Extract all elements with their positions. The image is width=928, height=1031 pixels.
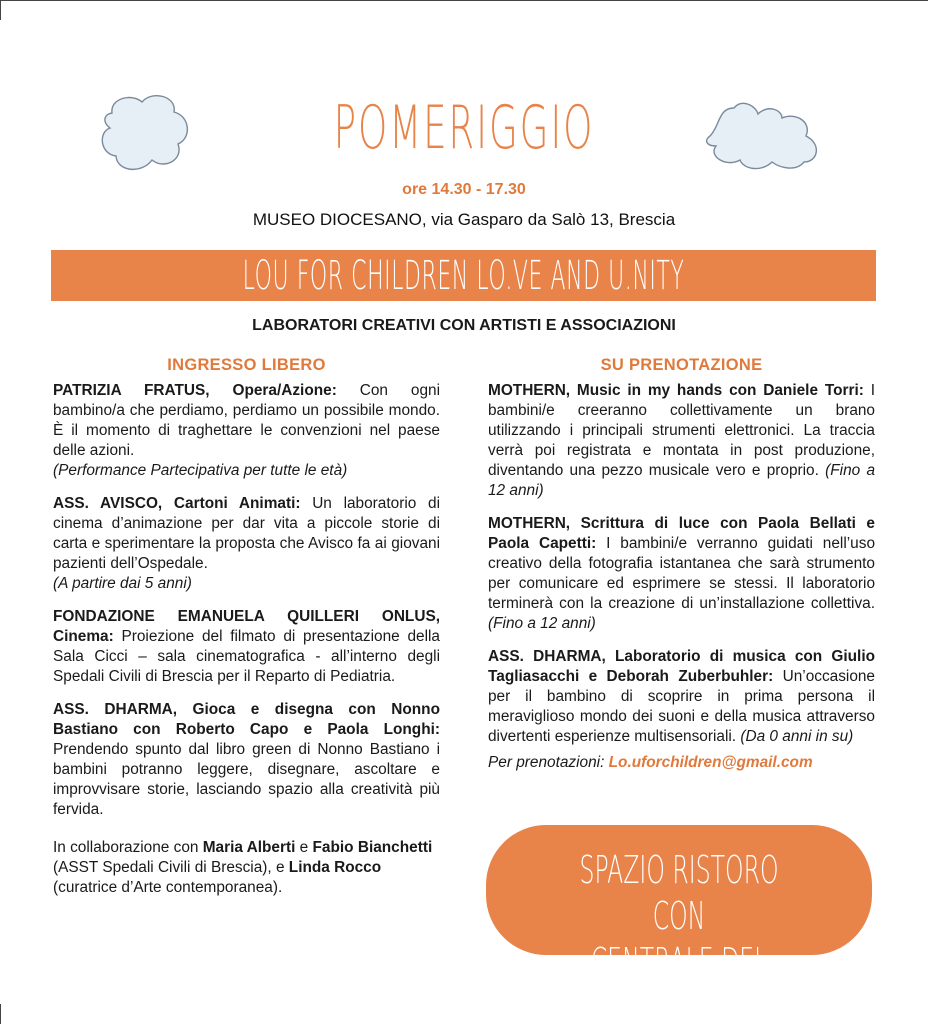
credit-name: Maria Alberti xyxy=(202,839,296,856)
booking-email-link[interactable]: Lo.uforchildren@gmail.com xyxy=(608,754,813,771)
entry-body: Un laboratorio di cinema d’animazione per dar vita a piccole storie di carta e sperimentare la proposta che Avisco fa ai giovani pazienti dell’Ospedale. xyxy=(53,495,440,572)
refreshment-badge xyxy=(486,825,872,1030)
workshop-entry xyxy=(488,514,875,634)
entry-body: Un’occasione per il bambino di scoprire in prima persona il meraviglioso mondo dei suoni e della musica attraverso divertenti esperienze multisensoriali. xyxy=(488,668,875,745)
entry-note: (Performance Partecipativa per tutte le età) xyxy=(53,462,348,479)
free-entry-heading: INGRESSO LIBERO xyxy=(167,356,326,374)
entry-body: Con ogni bambino/a che perdiamo, perdiamo un possibile mondo. È il momento di traghettare le convenzioni nel paese delle azioni. xyxy=(53,382,440,459)
frame-border-top xyxy=(0,0,928,1)
entry-note: (Fino a 12 anni) xyxy=(488,615,596,632)
booking-label: Per prenotazioni: xyxy=(488,754,609,771)
booking-info xyxy=(488,753,875,773)
entry-body: I bambini/e creeranno collettivamente un brano utilizzando i principali strumenti elettronici. La traccia verrà poi registrata e montata in post produzione, diventando una pezzo musicale vero e proprio. xyxy=(488,382,875,479)
entry-note: (Da 0 anni in su) xyxy=(740,728,854,745)
entry-note: (A partire dai 5 anni) xyxy=(53,575,192,592)
refreshment-text xyxy=(559,847,798,1031)
entry-note: (Fino a 12 anni) xyxy=(488,462,876,499)
entry-title: FONDAZIONE EMANUELA QUILLERI ONLUS, Cinema: xyxy=(53,608,440,645)
entry-body: I bambini/e verranno guidati nell’uso creativo della fotografia istantanea che sarà strumento per comunicare ed esprimere se stessi. Il laboratorio terminerà con la creazione di un’installazione collettiva. xyxy=(488,535,875,612)
credits-text: In collaborazione con xyxy=(53,839,203,856)
frame-border-left-bottom xyxy=(0,1004,1,1024)
credits-text: (ASST Spedali Civili di Brescia), e xyxy=(53,859,289,876)
entry-body: Prendendo spunto dal libro green di Nonno Bastiano i bambini potranno leggere, disegnare, ascoltare e improvvisare storie, lasciando spazio alla creatività più fervida. xyxy=(53,741,440,818)
refreshment-line-1: SPAZIO RISTORO CON xyxy=(579,848,779,938)
entry-title: PATRIZIA FRATUS, Opera/Azione: xyxy=(53,382,337,399)
banner-text: LOU FOR CHILDREN LO.VE AND U.NITY xyxy=(242,253,685,299)
workshop-entry xyxy=(53,607,440,687)
event-venue: MUSEO DIOCESANO, via Gasparo da Salò 13, Brescia xyxy=(252,210,676,229)
entry-title: MOTHERN, Scrittura di luce con Paola Bellati e Paola Capetti: xyxy=(488,515,875,552)
page-title: POMERIGGIO xyxy=(333,93,595,163)
collaboration-credits xyxy=(53,838,440,898)
booking-column xyxy=(488,355,875,773)
frame-border-left xyxy=(0,0,1,20)
free-entry-column xyxy=(53,355,440,898)
program-banner xyxy=(51,250,876,301)
credit-name: Fabio Bianchetti xyxy=(312,839,433,856)
entry-body: Proiezione del filmato di presentazione della Sala Cicci – sala cinematografica - all’interno degli Spedali Civili di Brescia per il Reparto di Pediatria. xyxy=(53,628,440,685)
credit-name: Linda Rocco xyxy=(288,859,382,876)
workshop-entry xyxy=(488,647,875,747)
booking-heading: SU PRENOTAZIONE xyxy=(600,356,763,374)
workshop-entry xyxy=(53,700,440,820)
entry-title: MOTHERN, Music in my hands con Daniele Torri: xyxy=(488,382,864,399)
workshop-entry xyxy=(53,381,440,481)
entry-title: ASS. AVISCO, Cartoni Animati: xyxy=(53,495,301,512)
entry-title: ASS. DHARMA, Gioca e disegna con Nonno Bastiano con Roberto Capo e Paola Longhi: xyxy=(53,701,440,738)
credits-text: (curatrice d’Arte contemporanea). xyxy=(53,879,283,896)
refreshment-line-2: CENTRALE DEL LATTE xyxy=(590,940,768,1030)
credits-text: e xyxy=(295,839,313,856)
event-time: ore 14.30 - 17.30 xyxy=(402,181,526,198)
workshop-entry xyxy=(53,494,440,594)
section-subtitle: LABORATORI CREATIVI CON ARTISTI E ASSOCIAZIONI xyxy=(252,317,676,334)
entry-title: ASS. DHARMA, Laboratorio di musica con Giulio Tagliasacchi e Deborah Zuberbuhler: xyxy=(488,648,875,685)
workshop-entry xyxy=(488,381,875,501)
